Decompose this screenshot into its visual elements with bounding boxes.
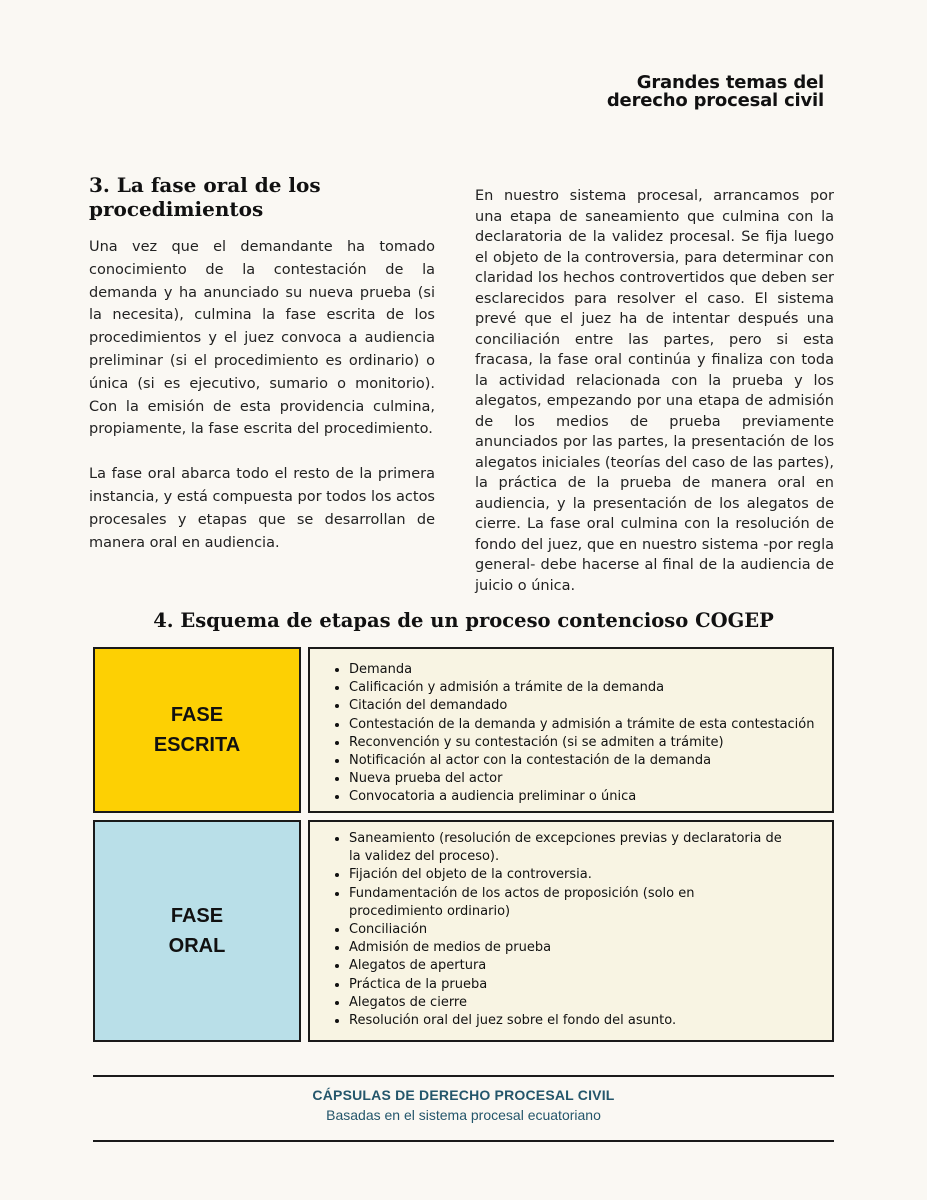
section-3-heading: 3. La fase oral de los procedimientos: [89, 173, 321, 221]
fase-oral-steps-box: [308, 820, 834, 1042]
section-3-right-column: [475, 186, 834, 596]
footer-bottom-divider: [93, 1140, 834, 1142]
left-paragraph-2: La fase oral abarca todo el resto de la primera instancia, y está compuesta por todos los actos procesales y etapas que se desarrollan de manera oral en audiencia.: [89, 466, 435, 551]
list-item: • Admisión de medios de prueba: [349, 939, 792, 957]
document-header-title: [564, 74, 824, 110]
list-item: • Alegatos de apertura: [349, 957, 792, 975]
section-4-heading: 4. Esquema de etapas de un proceso contencioso COGEP: [153, 609, 774, 632]
fase-escrita-box: [93, 647, 301, 813]
list-item: • Nueva prueba del actor: [349, 770, 832, 788]
list-item: • Alegatos de cierre: [349, 994, 792, 1012]
fase-escrita-steps-box: [308, 647, 834, 813]
list-item: • Contestación de la demanda y admisión a trámite de esta contestación: [349, 716, 832, 734]
fase-escrita-label-line-2: ESCRITA: [153, 734, 241, 756]
fase-escrita-steps-list: [310, 649, 832, 807]
fase-oral-label-line-2: ORAL: [168, 935, 226, 957]
section-3-left-column: [89, 236, 435, 576]
list-item: • Citación del demandado: [349, 697, 832, 715]
fase-oral-label-line-1: FASE: [170, 905, 224, 927]
list-item: • Calificación y admisión a trámite de la demanda: [349, 679, 832, 697]
right-paragraph: En nuestro sistema procesal, arrancamos por una etapa de saneamiento que culmina con la declaratoria de la validez procesal. Se fija luego el objeto de la controversia, para determinar con claridad los hechos controvertidos que deben ser esclarecidos para resolver el caso. El sistema prevé que el juez ha de intentar después una conciliación entre las partes, pero si esta fracasa, la fase oral continúa y finaliza con toda la actividad relacionada con la prueba y los alegatos, empezando por una etapa de admisión de los medios de prueba previamente anunciados por las partes, la presentación de los alegatos iniciales (teorías del caso de las partes), la práctica de la prueba de manera oral en audiencia, y la presentación de los alegatos de cierre. La fase oral culmina con la resolución de fondo del juez, que en nuestro sistema -por regla general- debe hacerse al final de la audiencia de juicio o única.: [475, 188, 835, 594]
fase-escrita-label: [154, 700, 240, 760]
fase-oral-steps-list: [310, 822, 832, 1030]
list-item: • Reconvención y su contestación (si se admiten a trámite): [349, 734, 832, 752]
fase-escrita-label-line-1: FASE: [170, 704, 224, 726]
footer-title: CÁPSULAS DE DERECHO PROCESAL CIVIL: [312, 1087, 615, 1103]
list-item: • Fundamentación de los actos de proposición (solo en procedimiento ordinario): [349, 885, 792, 921]
list-item: • Convocatoria a audiencia preliminar o única: [349, 788, 832, 806]
list-item: • Conciliación: [349, 921, 792, 939]
header-title-line-2: derecho procesal civil: [606, 90, 824, 111]
fase-oral-label: [169, 901, 226, 961]
footer-top-divider: [93, 1075, 834, 1077]
left-paragraph-1: Una vez que el demandante ha tomado conocimiento de la contestación de la demanda y ha anunciado su nueva prueba (si la necesita), culmina la fase escrita de los procedimientos y el juez convoca a audiencia preliminar (si el procedimiento es ordinario) o única (si es ejecutivo, sumario o monitorio). Con la emisión de esta providencia culmina, propiamente, la fase escrita del procedimiento.: [89, 239, 435, 438]
list-item: • Práctica de la prueba: [349, 976, 792, 994]
list-item: • Saneamiento (resolución de excepciones previas y declaratoria de la validez del proceso).: [349, 830, 792, 866]
list-item: • Demanda: [349, 661, 832, 679]
header-title-line-1: Grandes temas del: [636, 72, 824, 93]
fase-oral-box: [93, 820, 301, 1042]
footer-subtitle: Basadas en el sistema procesal ecuatoriano: [326, 1107, 601, 1123]
list-item: • Notificación al actor con la contestación de la demanda: [349, 752, 832, 770]
list-item: • Fijación del objeto de la controversia.: [349, 866, 792, 884]
list-item: • Resolución oral del juez sobre el fondo del asunto.: [349, 1012, 792, 1030]
